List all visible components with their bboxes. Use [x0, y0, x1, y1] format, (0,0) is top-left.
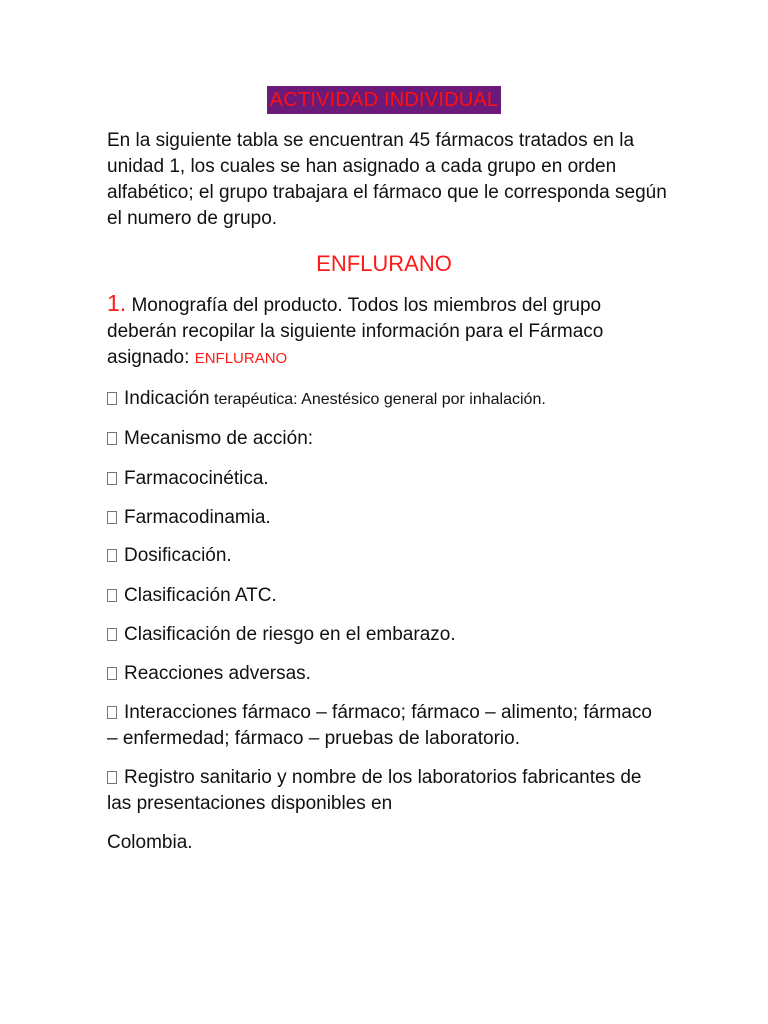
checkbox-glyph-icon — [107, 771, 117, 784]
checkbox-glyph-icon — [107, 549, 117, 562]
item-label: Dosificación. — [124, 545, 232, 566]
item-label: Farmacocinética. — [124, 468, 269, 489]
list-item-registro-sanitario — [107, 765, 667, 817]
item-label: Reacciones adversas. — [124, 663, 311, 684]
list-item-dosificacion — [107, 543, 667, 569]
list-item-indicacion — [107, 386, 667, 413]
section-1-paragraph — [107, 290, 667, 372]
item-label: Farmacodinamia. — [124, 507, 271, 528]
activity-heading: ACTIVIDAD INDIVIDUAL — [267, 86, 501, 114]
intro-paragraph: En la siguiente tabla se encuentran 45 fármacos tratados en la unidad 1, los cuales se han asignado a cada grupo en orden alfabético; el grupo trabajara el fármaco que le corresponda según el numero de grupo. — [107, 130, 667, 229]
heading-wrap — [0, 86, 768, 114]
item-label: Mecanismo de acción: — [124, 428, 314, 449]
checkbox-glyph-icon — [107, 589, 117, 602]
drug-title-wrap — [0, 249, 768, 279]
item-label: Clasificación ATC. — [124, 585, 277, 606]
list-item-mecanismo — [107, 426, 667, 452]
item-label: Indicación — [124, 388, 210, 409]
list-item-reacciones — [107, 661, 667, 687]
checkbox-glyph-icon — [107, 392, 117, 405]
list-item-farmacocinetica — [107, 466, 667, 492]
section-number: 1. — [107, 290, 127, 316]
checkbox-glyph-icon — [107, 511, 117, 524]
list-item-farmacodinamia — [107, 505, 667, 531]
list-item-interacciones — [107, 700, 667, 752]
checkbox-glyph-icon — [107, 432, 117, 445]
assigned-drug: ENFLURANO — [194, 350, 288, 367]
item-label: Clasificación de riesgo en el embarazo. — [124, 624, 456, 645]
checkbox-glyph-icon — [107, 706, 117, 719]
checkbox-glyph-icon — [107, 628, 117, 641]
section-1-text: Monografía del producto. Todos los miembros del grupo deberán recopilar la siguiente información para el Fármaco asignado: — [107, 295, 604, 368]
item-label: Registro sanitario y nombre de los laboratorios fabricantes de las presentaciones disponibles en — [107, 767, 642, 814]
closing-text: Colombia. — [107, 832, 193, 853]
checkbox-glyph-icon — [107, 472, 117, 485]
item-detail: terapéutica: Anestésico general por inhalación. — [209, 391, 546, 408]
list-item-clasificacion-atc — [107, 583, 667, 609]
drug-title: ENFLURANO — [316, 251, 452, 276]
checkbox-glyph-icon — [107, 667, 117, 680]
list-item-riesgo-embarazo — [107, 622, 667, 648]
item-label: Interacciones fármaco – fármaco; fármaco – alimento; fármaco – enfermedad; fármaco – pruebas de laboratorio. — [107, 702, 653, 749]
